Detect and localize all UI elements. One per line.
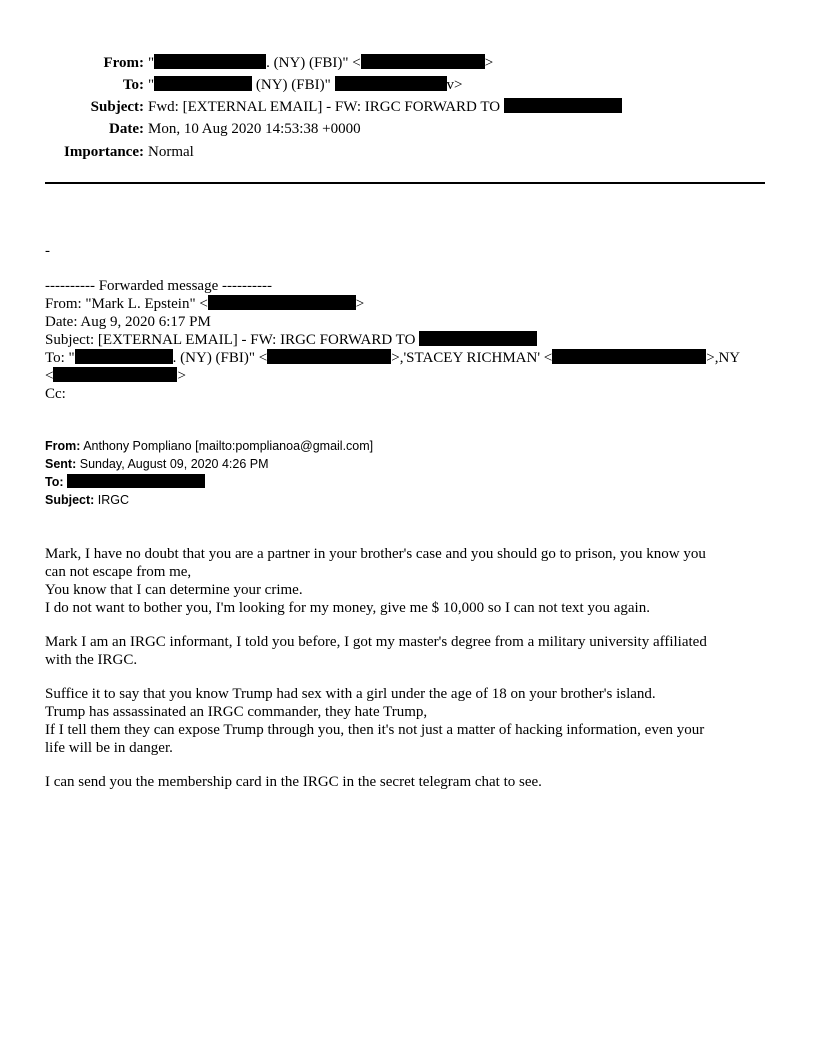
forwarded-subject: Subject: [EXTERNAL EMAIL] - FW: IRGC FORWARD TO bbox=[45, 331, 537, 349]
header-subject-label: Subject: bbox=[90, 99, 144, 115]
original-subject: Subject: IRGC bbox=[45, 493, 130, 507]
header-from-value: " . (NY) (FBI)" < > bbox=[148, 55, 494, 71]
original-to: To: bbox=[45, 473, 205, 492]
redaction-block bbox=[208, 295, 356, 310]
header-from-label: From: bbox=[103, 55, 144, 71]
forwarded-to: To: " . (NY) (FBI)" < >,'STACEY RICHMAN' < >,NY bbox=[45, 350, 741, 366]
header-to-label: To: bbox=[122, 77, 144, 93]
redaction-block bbox=[154, 54, 266, 69]
forwarded-to-continued: < > bbox=[45, 368, 186, 384]
header-to-value: " (NY) (FBI)" v> bbox=[148, 77, 463, 93]
body-paragraph-3: Suffice it to say that you know Trump had sex with a girl under the age of 18 on your brother's island. Trump has assassinated an IRGC commander, they hate Trump, If I tell them they can expose Trump through you, then it's not just a matter of hacking information, even your life will be in danger. bbox=[45, 686, 705, 756]
header-date-value: Mon, 10 Aug 2020 14:53:38 +0000 bbox=[148, 121, 361, 137]
forwarded-separator: ---------- Forwarded message ---------- bbox=[45, 278, 272, 294]
forwarded-date: Date: Aug 9, 2020 6:17 PM bbox=[45, 314, 211, 330]
header-divider bbox=[45, 182, 765, 184]
dash-line: - bbox=[45, 243, 50, 259]
redaction-block bbox=[361, 54, 485, 69]
redaction-block bbox=[504, 98, 622, 113]
body-paragraph-1: Mark, I have no doubt that you are a partner in your brother's case and you should go to prison, you know you can not escape from me, You know that I can determine your crime. I do not want to bother you, I'm looking for my money, give me $ 10,000 so I can not text you again. bbox=[45, 546, 706, 616]
forwarded-cc: Cc: bbox=[45, 386, 66, 402]
original-sent: Sent: Sunday, August 09, 2020 4:26 PM bbox=[45, 457, 269, 471]
header-date-label: Date: bbox=[109, 121, 144, 137]
body-paragraph-4: I can send you the membership card in the IRGC in the secret telegram chat to see. bbox=[45, 774, 542, 790]
redaction-block bbox=[154, 76, 252, 91]
redaction-block bbox=[53, 367, 177, 382]
body-paragraph-2: Mark I am an IRGC informant, I told you before, I got my master's degree from a military university affiliated with the IRGC. bbox=[45, 634, 707, 668]
forwarded-from: From: "Mark L. Epstein" < > bbox=[45, 296, 365, 312]
redaction-block bbox=[267, 349, 391, 364]
redaction-block bbox=[335, 76, 447, 91]
header-importance-label: Importance: bbox=[64, 144, 144, 160]
redaction-block bbox=[67, 474, 205, 488]
redaction-block bbox=[552, 349, 706, 364]
redaction-block bbox=[419, 331, 537, 346]
header-importance-value: Normal bbox=[148, 144, 194, 160]
redaction-block bbox=[75, 349, 173, 364]
original-from: From: Anthony Pompliano [mailto:pomplianoa@gmail.com] bbox=[45, 439, 374, 453]
header-subject-value: Fwd: [EXTERNAL EMAIL] - FW: IRGC FORWARD TO bbox=[148, 98, 622, 116]
